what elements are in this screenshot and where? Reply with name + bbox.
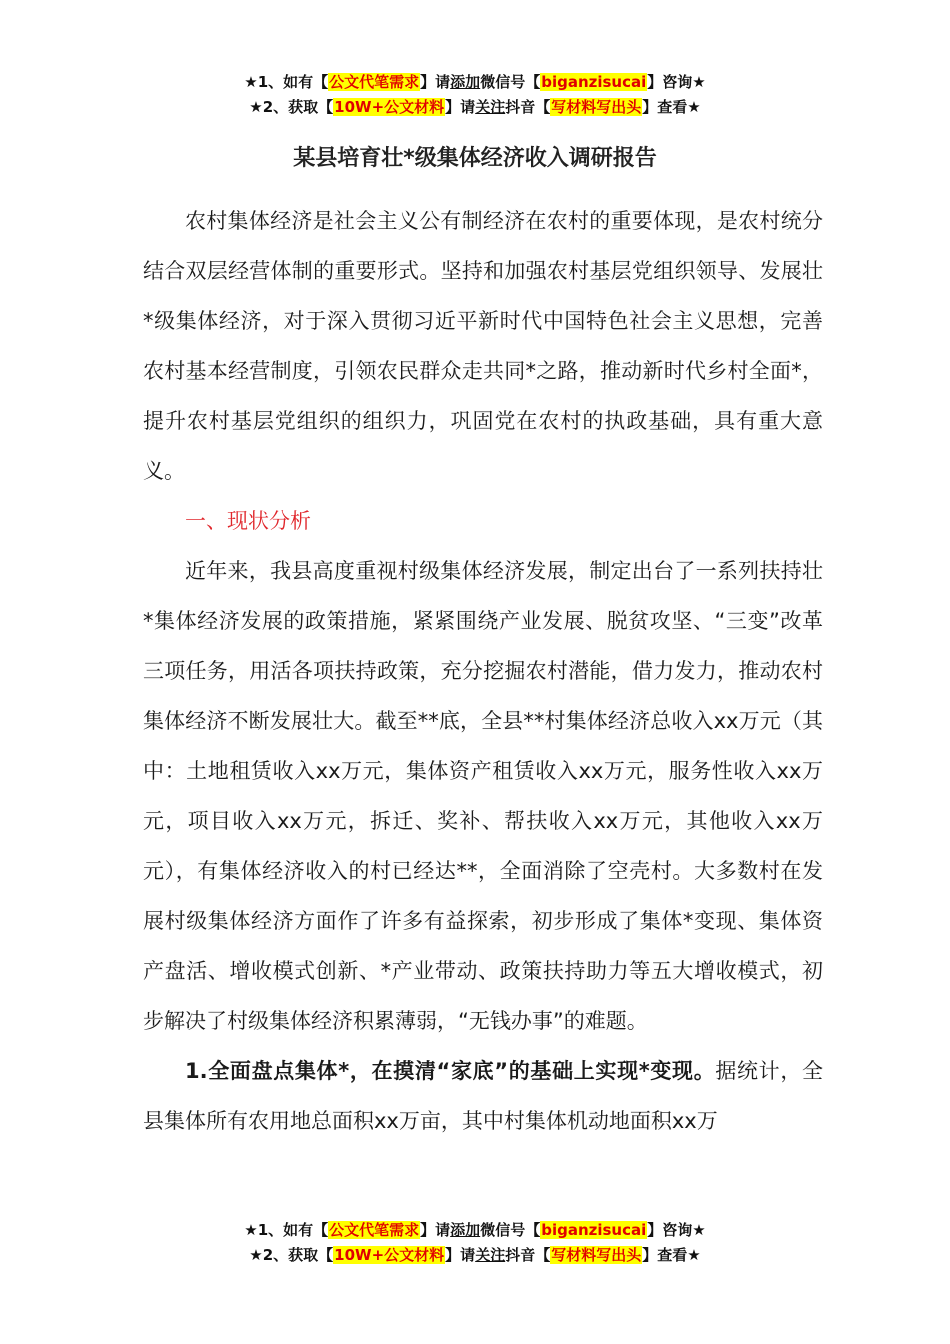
- promo-line-1: ★1、如有【公文代笔需求】请添加微信号【biganzisucai】咨询★: [244, 1221, 706, 1239]
- star-icon: ★: [692, 73, 706, 91]
- point-text: 据统计，全县集体所有农用地总面积xx万亩，其中村集体机动地面积xx万: [143, 1059, 824, 1133]
- star-icon: ★: [692, 1221, 706, 1239]
- promo-line-1: ★1、如有【公文代笔需求】请添加微信号【biganzisucai】咨询★: [244, 73, 706, 91]
- highlight-service: 公文代笔需求: [329, 1221, 420, 1239]
- promo-line-2: ★2、获取【10W+公文材料】请关注抖音【写材料写出头】查看★: [249, 1246, 701, 1264]
- highlight-wechat-id: biganzisucai: [541, 1221, 647, 1239]
- point-paragraph: [143, 1046, 823, 1146]
- section-paragraph: 近年来，我县高度重视村级集体经济发展，制定出台了一系列扶持壮*集体经济发展的政策措施，紧紧围绕产业发展、脱贫攻坚、“三变”改革三项任务，用活各项扶持政策，充分挖掘农村潜能，借力发力，推动农村集体经济不断发展壮大。截至**底，全县**村集体经济总收入xx万元（其中：土地租赁收入xx万元，集体资产租赁收入xx万元，服务性收入xx万元，项目收入xx万元，拆迁、奖补、帮扶收入xx万元，其他收入xx万元），有集体经济收入的村已经达**，全面消除了空壳村。大多数村在发展村级集体经济方面作了许多有益探索，初步形成了集体*变现、集体资产盘活、增收模式创新、*产业带动、政策扶持助力等五大增收模式，初步解决了村级集体经济积累薄弱，“无钱办事”的难题。: [143, 559, 823, 1033]
- star-icon: ★: [687, 1246, 701, 1264]
- star-icon: ★: [244, 73, 258, 91]
- highlight-materials: 10W+公文材料: [334, 98, 445, 116]
- document-body: [143, 196, 823, 1146]
- highlight-douyin: 写材料写出头: [551, 98, 642, 116]
- point-lead: 1.全面盘点集体*，在摸清“家底”的基础上实现*变现。: [185, 1059, 716, 1083]
- promo-banner-top: [0, 70, 950, 120]
- star-icon: ★: [687, 98, 701, 116]
- document-title: 某县培育壮*级集体经济收入调研报告: [293, 146, 657, 171]
- highlight-douyin: 写材料写出头: [551, 1246, 642, 1264]
- section-heading: 一、现状分析: [185, 509, 311, 533]
- intro-paragraph: 农村集体经济是社会主义公有制经济在农村的重要体现，是农村统分结合双层经营体制的重要形式。坚持和加强农村基层党组织领导、发展壮*级集体经济，对于深入贯彻习近平新时代中国特色社会主义思想，完善农村基本经营制度，引领农民群众走共同*之路，推动新时代乡村全面*，提升农村基层党组织的组织力，巩固党在农村的执政基础，具有重大意义。: [143, 209, 823, 483]
- highlight-service: 公文代笔需求: [329, 73, 420, 91]
- promo-line-2: ★2、获取【10W+公文材料】请关注抖音【写材料写出头】查看★: [249, 98, 701, 116]
- star-icon: ★: [244, 1221, 258, 1239]
- star-icon: ★: [249, 1246, 263, 1264]
- promo-banner-bottom: [0, 1218, 950, 1268]
- star-icon: ★: [249, 98, 263, 116]
- highlight-materials: 10W+公文材料: [334, 1246, 445, 1264]
- highlight-wechat-id: biganzisucai: [541, 73, 647, 91]
